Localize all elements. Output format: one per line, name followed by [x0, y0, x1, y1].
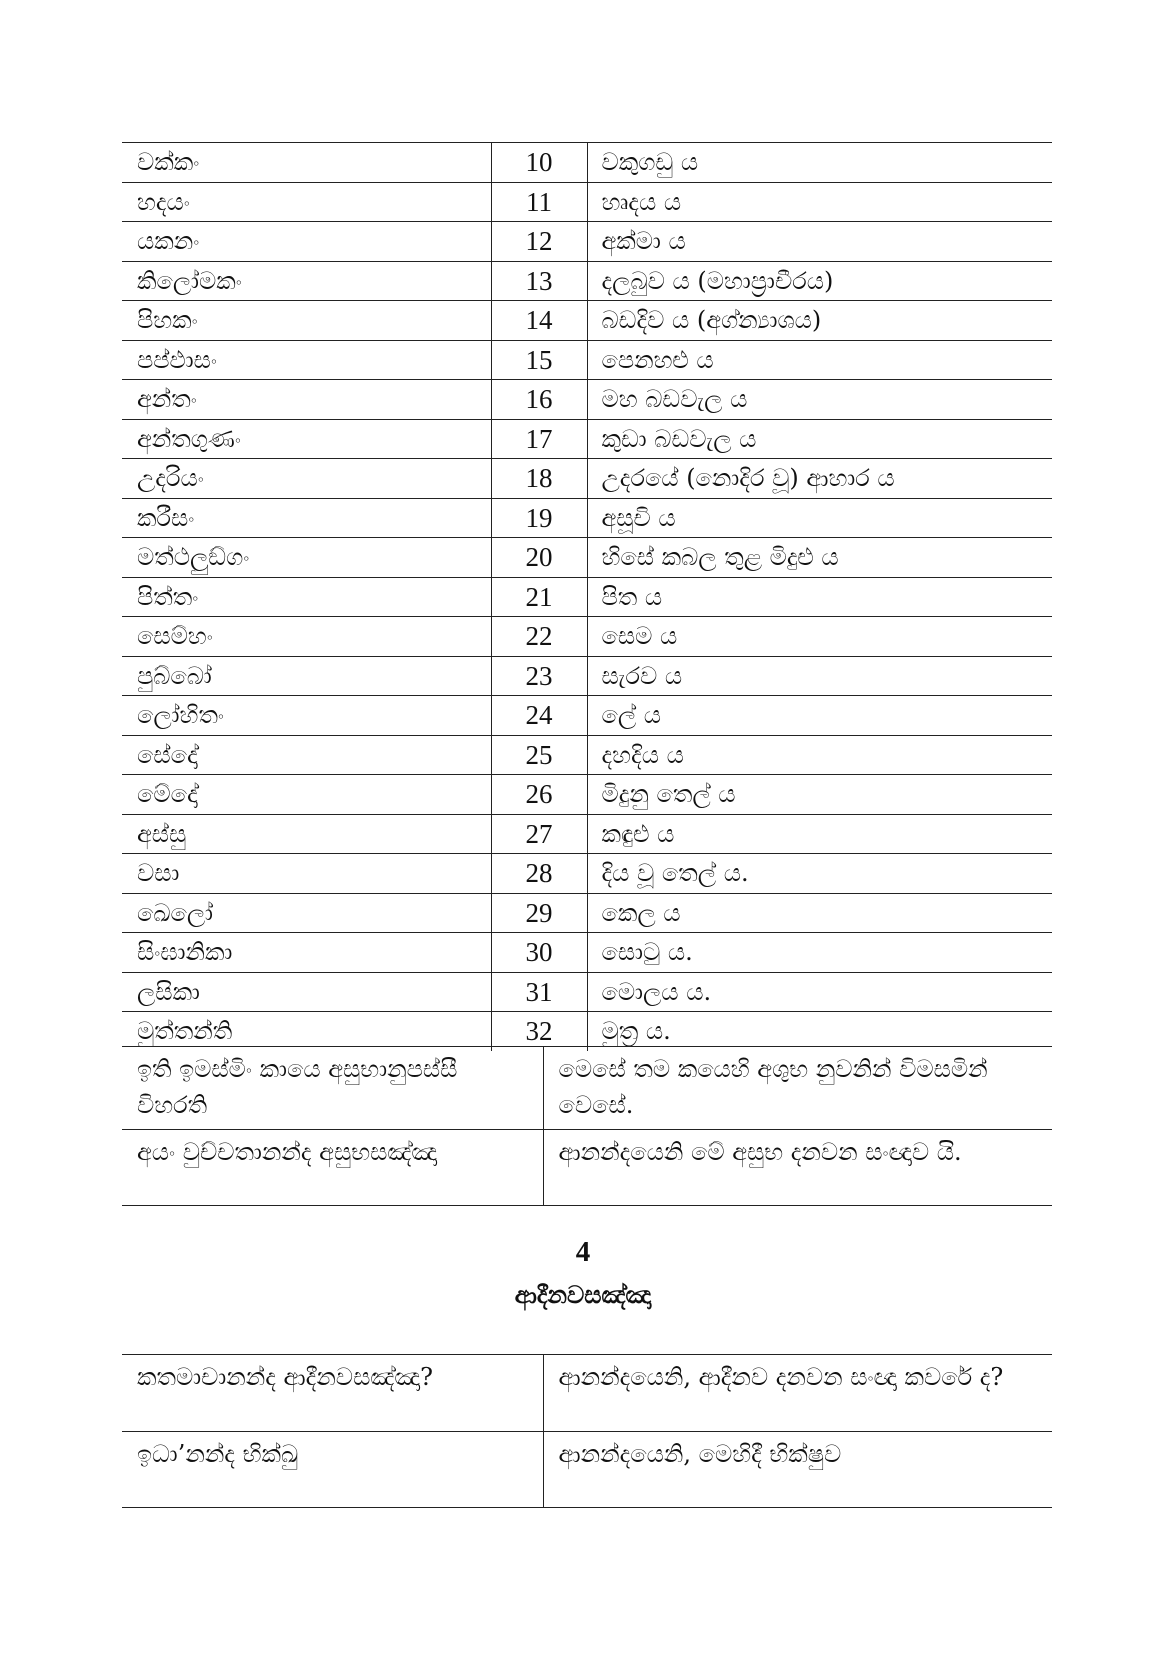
row-number: 25: [491, 735, 587, 775]
row-number: 12: [491, 222, 587, 262]
table-row: [122, 1130, 1052, 1206]
table-row: [122, 261, 1052, 301]
table-row: [122, 656, 1052, 696]
sinhala-term: සොටු ය.: [587, 933, 1052, 973]
pali-term: සෙම්හං: [122, 617, 491, 657]
sinhala-term: ලේ ය: [587, 696, 1052, 736]
pali-term: පුබ්බෝ: [122, 656, 491, 696]
table-row: [122, 222, 1052, 262]
row-number: 13: [491, 261, 587, 301]
pali-term: පිහකං: [122, 301, 491, 341]
sinhala-term: කුඩා බඩවැල ය: [587, 419, 1052, 459]
table-row: [122, 419, 1052, 459]
sinhala-translation: ආනන්දයෙනි, මෙහිදී භික්ෂුව: [543, 1432, 1052, 1508]
table-row: [122, 972, 1052, 1012]
pali-term: කරීසං: [122, 498, 491, 538]
table-row: [122, 498, 1052, 538]
pali-term: මේදෝ: [122, 775, 491, 815]
pali-term: අන්තගුණං: [122, 419, 491, 459]
pali-term: ලසිකා: [122, 972, 491, 1012]
sinhala-term: මහ බඩවැල ය: [587, 380, 1052, 420]
row-number: 28: [491, 854, 587, 894]
sinhala-term: පෙනහළු ය: [587, 340, 1052, 380]
sinhala-term: දිය වූ තෙල් ය.: [587, 854, 1052, 894]
sinhala-term: මිදුනු තෙල් ය: [587, 775, 1052, 815]
sinhala-term: බඩදිව ය (අග්න්‍යාශය): [587, 301, 1052, 341]
summary-table: [122, 1046, 1052, 1206]
pali-term: යකනං: [122, 222, 491, 262]
table-row: [122, 775, 1052, 815]
pali-term: සිංඝානිකා: [122, 933, 491, 973]
row-number: 26: [491, 775, 587, 815]
pali-term: හදයං: [122, 182, 491, 222]
section-number: 4: [575, 1236, 591, 1268]
pali-term: පප්ඵාසං: [122, 340, 491, 380]
table-row: [122, 340, 1052, 380]
table-row: [122, 577, 1052, 617]
table-row: [122, 814, 1052, 854]
body-parts-table-body: [122, 143, 1052, 1051]
row-number: 27: [491, 814, 587, 854]
pali-text: ඉති ඉමස්මිං කායෙ අසුභානුපස්සී විහරති: [122, 1047, 543, 1130]
row-number: 21: [491, 577, 587, 617]
sinhala-term: කඳුළු ය: [587, 814, 1052, 854]
sinhala-translation: ආනන්දයෙනි, ආදීනව දනවන සංඥා කවරේ ද?: [543, 1355, 1052, 1432]
pali-term: කිලෝමකං: [122, 261, 491, 301]
sinhala-term: අක්මා ය: [587, 222, 1052, 262]
sinhala-term: හෘදය ය: [587, 182, 1052, 222]
sinhala-term: මොලය ය.: [587, 972, 1052, 1012]
row-number: 22: [491, 617, 587, 657]
row-number: 16: [491, 380, 587, 420]
row-number: 19: [491, 498, 587, 538]
sinhala-term: දලබුව ය (මහාප්‍රාචීරය): [587, 261, 1052, 301]
sinhala-term: සෙම ය: [587, 617, 1052, 657]
table-row: [122, 854, 1052, 894]
pali-term: ලෝහිතං: [122, 696, 491, 736]
row-number: 18: [491, 459, 587, 499]
table-row: [122, 301, 1052, 341]
table-row: [122, 1432, 1052, 1508]
pali-term: පිත්තං: [122, 577, 491, 617]
row-number: 17: [491, 419, 587, 459]
row-number: 23: [491, 656, 587, 696]
pali-term: සේදෝ: [122, 735, 491, 775]
pali-term: අස්සු: [122, 814, 491, 854]
sinhala-translation: ආනන්දයෙනි මේ අසුභ දනවන සංඥාව යි.: [543, 1130, 1052, 1206]
row-number: 15: [491, 340, 587, 380]
pali-term: මත්ථලුඞ්ගං: [122, 538, 491, 578]
table-row: [122, 143, 1052, 183]
pali-text: අයං වුච්චතානන්ද අසුභසඤ්ඤා: [122, 1130, 543, 1206]
row-number: 11: [491, 182, 587, 222]
table-row: [122, 538, 1052, 578]
row-number: 14: [491, 301, 587, 341]
table-row: [122, 617, 1052, 657]
sinhala-term: මුත්‍ර ය.: [587, 1012, 1052, 1051]
sinhala-term: උදරයේ (නොදිර වූ) ආහාර ය: [587, 459, 1052, 499]
table-row: [122, 933, 1052, 973]
sinhala-term: වකුගඩු ය: [587, 143, 1052, 183]
row-number: 30: [491, 933, 587, 973]
pali-text: ඉධා’නන්ද භික්ඛු: [122, 1432, 543, 1508]
pali-term: වසා: [122, 854, 491, 894]
table-row: [122, 696, 1052, 736]
sinhala-term: දහදිය ය: [587, 735, 1052, 775]
table-row: [122, 380, 1052, 420]
sinhala-term: පිත ය: [587, 577, 1052, 617]
row-number: 20: [491, 538, 587, 578]
row-number: 32: [491, 1012, 587, 1051]
sinhala-term: සැරව ය: [587, 656, 1052, 696]
sinhala-term: කෙල ය: [587, 893, 1052, 933]
table-row: [122, 459, 1052, 499]
row-number: 24: [491, 696, 587, 736]
table-row: [122, 182, 1052, 222]
sinhala-term: අසූචි ය: [587, 498, 1052, 538]
row-number: 29: [491, 893, 587, 933]
pali-term: වක්කං: [122, 143, 491, 183]
section-table: [122, 1354, 1052, 1508]
pali-term: මුත්තන්ති: [122, 1012, 491, 1051]
pali-term: ඛෙලෝ: [122, 893, 491, 933]
body-parts-table: [122, 142, 1052, 1051]
section-title: ආදීනවසඤ්ඤා: [514, 1280, 652, 1309]
row-number: 10: [491, 143, 587, 183]
pali-text: කතමාචානන්ද ආදීනවසඤ්ඤා?: [122, 1355, 543, 1432]
table-row: [122, 1012, 1052, 1051]
pali-term: උදරියං: [122, 459, 491, 499]
pali-term: අන්තං: [122, 380, 491, 420]
table-row: [122, 1047, 1052, 1130]
row-number: 31: [491, 972, 587, 1012]
table-row: [122, 893, 1052, 933]
sinhala-translation: මෙසේ තම කයෙහි අශුභ නුවනින් විමසමින් වෙසේ.: [543, 1047, 1052, 1130]
table-row: [122, 735, 1052, 775]
sinhala-term: හිසේ කබල තුළ මිදුළු ය: [587, 538, 1052, 578]
table-row: [122, 1355, 1052, 1432]
